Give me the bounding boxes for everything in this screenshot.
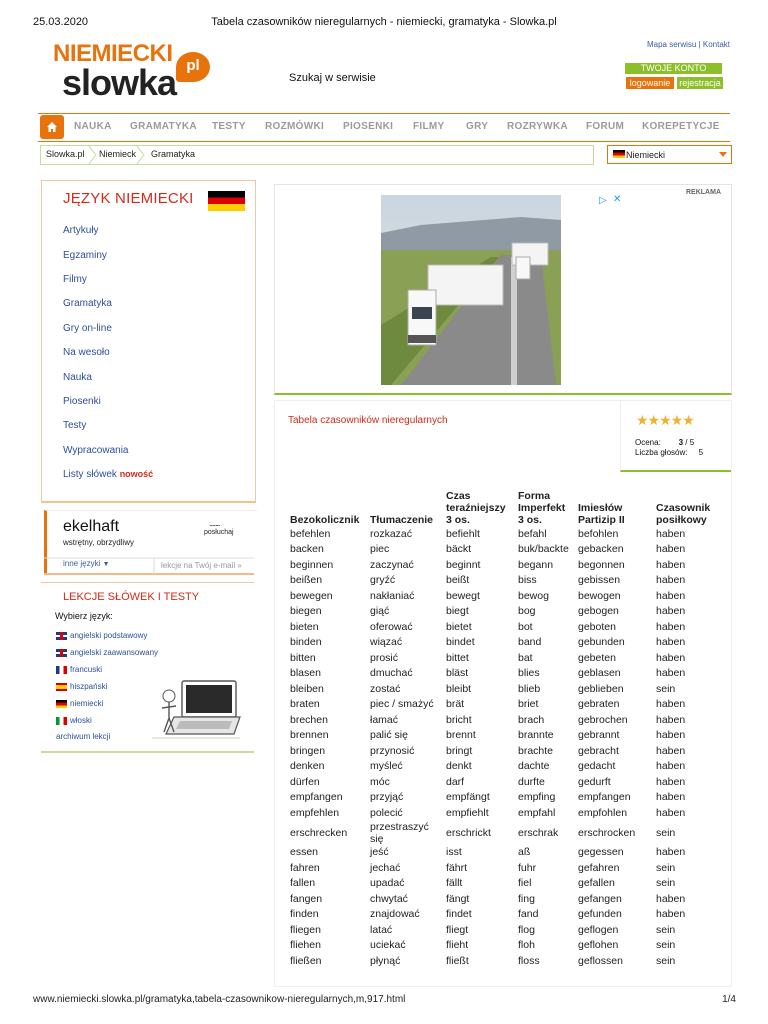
table-cell: bewog	[518, 589, 549, 602]
table-cell: fing	[518, 892, 535, 905]
column-header: Forma Imperfekt 3 os.	[518, 490, 566, 526]
table-cell: sein	[656, 682, 676, 695]
table-cell: gedacht	[578, 760, 616, 773]
table-cell: blieb	[518, 682, 541, 695]
table-cell: findet	[446, 908, 472, 921]
nav-item-rozrywka[interactable]: ROZRYWKA	[507, 121, 568, 132]
table-cell: gebacken	[578, 543, 624, 556]
column-header: Imiesłów Partizip II	[578, 502, 625, 526]
table-cell: bläst	[446, 667, 469, 680]
table-cell: dachte	[518, 760, 550, 773]
register-button[interactable]: rejestracja	[677, 77, 723, 89]
table-row	[287, 557, 723, 573]
table-cell: empfangen	[290, 791, 343, 804]
table-cell: haben	[656, 574, 686, 587]
table-cell: geblieben	[578, 682, 624, 695]
table-cell: bewegt	[446, 589, 480, 602]
flag-de-icon	[56, 700, 67, 708]
logo-top-text[interactable]: NIEMIECKI	[53, 40, 173, 67]
sidebar-item-piosenki[interactable]: Piosenki	[63, 396, 101, 407]
lessons-title: LEKCJE SŁÓWEK I TESTY	[63, 591, 200, 603]
table-cell: geboten	[578, 620, 616, 633]
table-cell: bot	[518, 620, 533, 633]
print-date: 25.03.2020	[33, 16, 89, 28]
table-cell: befehlen	[290, 527, 331, 540]
table-cell: empfahl	[518, 806, 556, 819]
table-row	[287, 805, 723, 821]
table-cell: sein	[656, 939, 676, 952]
column-header: Czasownik posiłkowy	[656, 502, 711, 526]
table-row	[287, 604, 723, 620]
table-cell: gefangen	[578, 892, 622, 905]
table-cell: gefallen	[578, 877, 615, 890]
nav-item-gry[interactable]: GRY	[466, 121, 489, 132]
table-cell: befohlen	[578, 527, 619, 540]
sidebar-item-filmy[interactable]: Filmy	[63, 274, 87, 285]
nav-item-testy[interactable]: TESTY	[212, 121, 246, 132]
table-cell: gefunden	[578, 908, 622, 921]
table-cell: haben	[656, 605, 686, 618]
nav-item-gramatyka[interactable]: GRAMATYKA	[130, 121, 197, 132]
print-url: www.niemiecki.slowka.pl/gramatyka,tabela-czasownikow-nieregularnych,m,917.html	[33, 994, 406, 1005]
table-cell: beißt	[446, 574, 470, 587]
table-cell: band	[518, 636, 542, 649]
ad-label: REKLAMA	[686, 189, 721, 196]
table-cell: haben	[656, 589, 686, 602]
table-cell: bittet	[446, 651, 469, 664]
breadcrumb-separator-icon	[87, 145, 97, 165]
table-cell: bewogen	[578, 589, 621, 602]
table-cell: essen	[290, 846, 319, 859]
table-cell: fährt	[446, 861, 468, 874]
table-cell: bleibt	[446, 682, 472, 695]
table-row	[287, 759, 723, 775]
table-row	[287, 860, 723, 876]
table-cell: geflossen	[578, 954, 623, 967]
table-cell: sein	[656, 861, 676, 874]
nav-item-forum[interactable]: FORUM	[586, 121, 625, 132]
table-cell: briet	[518, 698, 539, 711]
table-row	[287, 876, 723, 892]
table-cell: haben	[656, 527, 686, 540]
table-cell: finden	[290, 908, 319, 921]
table-row	[287, 526, 723, 542]
sidebar-item-nauka[interactable]: Nauka	[63, 372, 92, 383]
table-cell: bitten	[290, 651, 316, 664]
table-cell: bewegen	[290, 589, 333, 602]
nav-item-piosenki[interactable]: PIOSENKI	[343, 121, 394, 132]
close-icon[interactable]: ✕	[613, 194, 622, 205]
table-cell: empfangen	[578, 791, 631, 804]
table-cell: znajdować	[370, 908, 420, 921]
table-cell: erschrocken	[578, 826, 636, 839]
table-cell: befiehlt	[446, 527, 480, 540]
table-cell: haben	[656, 729, 686, 742]
breadcrumb-item[interactable]: Slowka.pl	[46, 149, 85, 159]
ad-choices-icon[interactable]: ▷	[599, 195, 607, 206]
table-cell: bäckt	[446, 543, 472, 556]
table-cell: empfiehlt	[446, 806, 489, 819]
language-select-value[interactable]: Niemiecki	[626, 150, 666, 160]
login-button[interactable]: logowanie	[626, 77, 674, 89]
table-cell: geflohen	[578, 939, 619, 952]
table-cell: haben	[656, 760, 686, 773]
table-cell: empfohlen	[578, 806, 628, 819]
table-cell: gebunden	[578, 636, 625, 649]
flag-es-icon	[56, 683, 67, 691]
laptop-illustration	[152, 676, 242, 742]
table-cell: gedurft	[578, 775, 611, 788]
sidebar-item-gramatyka[interactable]: Gramatyka	[63, 298, 112, 309]
table-cell: zaczynać	[370, 558, 414, 571]
table-cell: fließt	[446, 954, 469, 967]
table-cell: haben	[656, 744, 686, 757]
flag-de-icon	[613, 150, 625, 158]
column-header: Bezokolicznik	[290, 514, 360, 526]
email-lessons-link[interactable]: lekcje na Twój e-mail »	[161, 561, 242, 570]
table-cell: przyjąć	[370, 791, 404, 804]
lessons-choose-label: Wybierz język:	[55, 611, 113, 621]
table-cell: fängt	[446, 892, 470, 905]
table-cell: sein	[656, 923, 676, 936]
table-cell: piec / smażyć	[370, 698, 434, 711]
table-cell: braten	[290, 698, 320, 711]
table-cell: dürfen	[290, 775, 320, 788]
lesson-link-english-basic[interactable]: angielski podstawowy	[70, 631, 148, 640]
rating-panel	[620, 400, 731, 472]
table-cell: brach	[518, 713, 545, 726]
table-cell: palić się	[370, 729, 408, 742]
table-cell: empfing	[518, 791, 556, 804]
table-cell: piec	[370, 543, 390, 556]
table-cell: floss	[518, 954, 540, 967]
table-cell: haben	[656, 892, 686, 905]
table-cell: jechać	[370, 861, 401, 874]
table-cell: haben	[656, 667, 686, 680]
table-cell: haben	[656, 698, 686, 711]
site-map-link[interactable]: Mapa serwisu	[646, 40, 697, 49]
breadcrumb-item[interactable]: Gramatyka	[151, 149, 196, 159]
table-cell: myśleć	[370, 760, 403, 773]
table-cell: haben	[656, 651, 686, 664]
column-header: Czas teraźniejszy 3 os.	[446, 490, 506, 526]
table-cell: brannte	[518, 729, 554, 742]
table-row	[287, 790, 723, 806]
table-cell: giąć	[370, 605, 390, 618]
rating-score-value: 3	[678, 438, 684, 447]
table-cell: dmuchać	[370, 667, 413, 680]
table-cell: gebracht	[578, 744, 619, 757]
table-cell: biegen	[290, 605, 322, 618]
table-cell: denken	[290, 760, 325, 773]
flag-uk-icon	[56, 632, 67, 640]
table-cell: blies	[518, 667, 540, 680]
table-cell: gefahren	[578, 861, 620, 874]
rating-score-label: Ocena:	[635, 438, 661, 447]
table-cell: empfängt	[446, 791, 490, 804]
table-row	[287, 650, 723, 666]
logo-badge[interactable]: pl	[176, 52, 210, 82]
table-cell: polecić	[370, 806, 403, 819]
breadcrumb-separator-icon	[135, 145, 145, 165]
sidebar-item-egzaminy[interactable]: Egzaminy	[63, 250, 107, 261]
page-title: Tabela czasowników nieregularnych	[288, 415, 448, 426]
table-row	[287, 588, 723, 604]
lessons-archive-link[interactable]: archiwum lekcji	[56, 732, 111, 741]
table-cell: gebraten	[578, 698, 620, 711]
table-cell: płynąć	[370, 954, 401, 967]
table-cell: fliegen	[290, 923, 321, 936]
sidebar-item-gry[interactable]: Gry on-line	[63, 323, 112, 334]
table-cell: brachte	[518, 744, 554, 757]
table-row	[287, 938, 723, 954]
table-row	[287, 922, 723, 938]
table-row	[287, 666, 723, 682]
table-cell: bricht	[446, 713, 472, 726]
table-header-row	[287, 490, 723, 526]
logo-bottom-text[interactable]: slowka	[62, 62, 177, 103]
table-row	[287, 774, 723, 790]
table-cell: binden	[290, 636, 322, 649]
table-cell: durfte	[518, 775, 545, 788]
table-cell: rozkazać	[370, 527, 413, 540]
lesson-link-spanish[interactable]: hiszpański	[70, 682, 108, 691]
table-cell: haben	[656, 558, 686, 571]
table-cell: denkt	[446, 760, 472, 773]
pronunciation-dots: .......	[209, 518, 220, 528]
table-cell: fällt	[446, 877, 463, 890]
table-cell: bringen	[290, 744, 326, 757]
rating-votes-value: 5	[698, 448, 704, 457]
nav-item-rozmowki[interactable]: ROZMÓWKI	[265, 121, 325, 132]
table-cell: beginnt	[446, 558, 481, 571]
table-row	[287, 953, 723, 969]
table-cell: wiązać	[370, 636, 403, 649]
table-cell: haben	[656, 908, 686, 921]
table-cell: darf	[446, 775, 465, 788]
flag-it-icon	[56, 717, 67, 725]
table-row	[287, 635, 723, 651]
rating-votes-label: Liczba głosów:	[635, 448, 688, 457]
chevron-down-icon[interactable]	[719, 152, 727, 157]
sidebar-item-na-wesolo[interactable]: Na wesoło	[63, 347, 110, 358]
chevron-down-icon: ▼	[102, 561, 110, 568]
table-cell: haben	[656, 775, 686, 788]
nav-item-nauka[interactable]: NAUKA	[74, 121, 112, 132]
table-cell: łamać	[370, 713, 399, 726]
table-cell: begonnen	[578, 558, 625, 571]
table-row	[287, 845, 723, 861]
table-row	[287, 891, 723, 907]
table-cell: empfehlen	[290, 806, 340, 819]
table-cell: haben	[656, 620, 686, 633]
table-row	[287, 681, 723, 697]
nav-item-korepetycje[interactable]: KOREPETYCJE	[642, 121, 720, 132]
word-of-day-translation: wstrętny, obrzydliwy	[63, 538, 134, 547]
breadcrumb-item[interactable]: Niemieck	[99, 149, 137, 159]
table-cell: bieten	[290, 620, 319, 633]
table-cell: fließen	[290, 954, 322, 967]
sidebar-title: JĘZYK NIEMIECKI	[63, 190, 194, 207]
table-cell: erschrak	[518, 826, 559, 839]
rating-score-max: / 5	[685, 438, 695, 447]
table-cell: oferować	[370, 620, 413, 633]
table-cell: przestraszyć się	[370, 820, 429, 845]
table-cell: haben	[656, 791, 686, 804]
table-cell: gegessen	[578, 846, 624, 859]
table-cell: haben	[656, 846, 686, 859]
table-cell: gebrochen	[578, 713, 628, 726]
nav-item-filmy[interactable]: FILMY	[413, 121, 445, 132]
table-cell: backen	[290, 543, 324, 556]
account-title: TWOJE KONTO	[625, 63, 722, 74]
table-cell: chwytać	[370, 892, 408, 905]
listen-button[interactable]: posłuchaj	[204, 529, 234, 536]
table-cell: upadać	[370, 877, 405, 890]
top-links	[647, 40, 730, 49]
table-cell: aß	[518, 846, 531, 859]
table-cell: gryźć	[370, 574, 396, 587]
other-languages-label[interactable]: inne języki	[63, 559, 101, 568]
table-cell: flog	[518, 923, 535, 936]
lesson-link-english-advanced[interactable]: angielski zaawansowany	[70, 648, 159, 657]
sidebar-item-wypracowania[interactable]: Wypracowania	[63, 445, 129, 456]
table-row	[287, 697, 723, 713]
table-cell: bleiben	[290, 682, 324, 695]
contact-link[interactable]: Kontakt	[702, 40, 730, 49]
table-cell: erschrecken	[290, 826, 348, 839]
table-row	[287, 619, 723, 635]
table-cell: beginnen	[290, 558, 334, 571]
table-cell: brennen	[290, 729, 329, 742]
verbs-table	[287, 490, 723, 969]
table-cell: brennt	[446, 729, 476, 742]
table-cell: geblasen	[578, 667, 621, 680]
table-cell: fliegt	[446, 923, 469, 936]
table-cell: gebissen	[578, 574, 621, 587]
table-row	[287, 573, 723, 589]
table-cell: erschrickt	[446, 826, 491, 839]
lesson-link-french[interactable]: francuski	[70, 665, 103, 674]
table-cell: bietet	[446, 620, 472, 633]
table-cell: bringt	[446, 744, 473, 757]
table-cell: przynosić	[370, 744, 415, 757]
table-row	[287, 907, 723, 923]
table-cell: fahren	[290, 861, 320, 874]
table-cell: bat	[518, 651, 533, 664]
flag-uk-icon	[56, 649, 67, 657]
table-cell: fallen	[290, 877, 316, 890]
table-cell: fuhr	[518, 861, 537, 874]
table-cell: flieht	[446, 939, 469, 952]
table-cell: brechen	[290, 713, 328, 726]
column-header: Tłumaczenie	[370, 514, 434, 526]
word-of-day-word: ekelhaft	[63, 518, 120, 535]
table-cell: sein	[656, 826, 676, 839]
verbs-table-body	[287, 526, 723, 969]
table-cell: isst	[446, 846, 462, 859]
new-badge: nowość	[119, 469, 154, 479]
table-cell: fiel	[518, 877, 532, 890]
sidebar-item-listy-slowek[interactable]	[63, 469, 153, 480]
table-cell: beißen	[290, 574, 323, 587]
table-row	[287, 743, 723, 759]
table-row	[287, 542, 723, 558]
table-cell: buk/backte	[518, 543, 569, 556]
table-cell: haben	[656, 543, 686, 556]
table-cell: bog	[518, 605, 536, 618]
print-title: Tabela czasowników nieregularnych - niemiecki, gramatyka - Slowka.pl	[211, 16, 557, 28]
table-cell: blasen	[290, 667, 321, 680]
table-cell: brät	[446, 698, 465, 711]
table-cell: prosić	[370, 651, 399, 664]
table-cell: biegt	[446, 605, 469, 618]
search-label[interactable]: Szukaj w serwisie	[289, 72, 376, 84]
table-cell: nakłaniać	[370, 589, 415, 602]
rating-score	[635, 438, 694, 447]
table-cell: fand	[518, 908, 539, 921]
table-cell: bindet	[446, 636, 475, 649]
table-row	[287, 712, 723, 728]
table-cell: begann	[518, 558, 554, 571]
sidebar-item-testy[interactable]: Testy	[63, 420, 87, 431]
other-languages-link[interactable]	[63, 559, 110, 568]
table-cell: zostać	[370, 682, 401, 695]
table-cell: latać	[370, 923, 393, 936]
table-cell: haben	[656, 806, 686, 819]
table-cell: sein	[656, 877, 676, 890]
table-cell: uciekać	[370, 939, 406, 952]
table-cell: floh	[518, 939, 535, 952]
table-cell: jeść	[370, 846, 389, 859]
table-row	[287, 821, 723, 845]
table-cell: gebogen	[578, 605, 619, 618]
table-cell: haben	[656, 713, 686, 726]
table-cell: fliehen	[290, 939, 321, 952]
table-cell: biss	[518, 574, 537, 587]
table-cell: befahl	[518, 527, 547, 540]
table-cell: sein	[656, 954, 676, 967]
ad-image[interactable]	[381, 195, 623, 385]
rating-votes	[635, 448, 703, 457]
table-cell: gebeten	[578, 651, 616, 664]
table-cell: gebrannt	[578, 729, 620, 742]
table-cell: geflogen	[578, 923, 619, 936]
home-icon[interactable]	[40, 115, 64, 139]
table-cell: fangen	[290, 892, 323, 905]
lesson-link-german[interactable]: niemiecki	[70, 699, 104, 708]
flag-de-icon	[208, 191, 245, 211]
table-cell: haben	[656, 636, 686, 649]
flag-fr-icon	[56, 666, 67, 674]
top-links-separator: |	[696, 40, 703, 49]
sidebar-item-label[interactable]: Listy słówek	[63, 469, 117, 480]
sidebar-item-artykuly[interactable]: Artykuły	[63, 225, 99, 236]
print-page-number: 1/4	[722, 994, 736, 1005]
lesson-link-italian[interactable]: włoski	[70, 716, 92, 725]
table-cell: móc	[370, 775, 390, 788]
table-row	[287, 728, 723, 744]
rating-stars[interactable]: ★★★★★	[636, 412, 694, 428]
